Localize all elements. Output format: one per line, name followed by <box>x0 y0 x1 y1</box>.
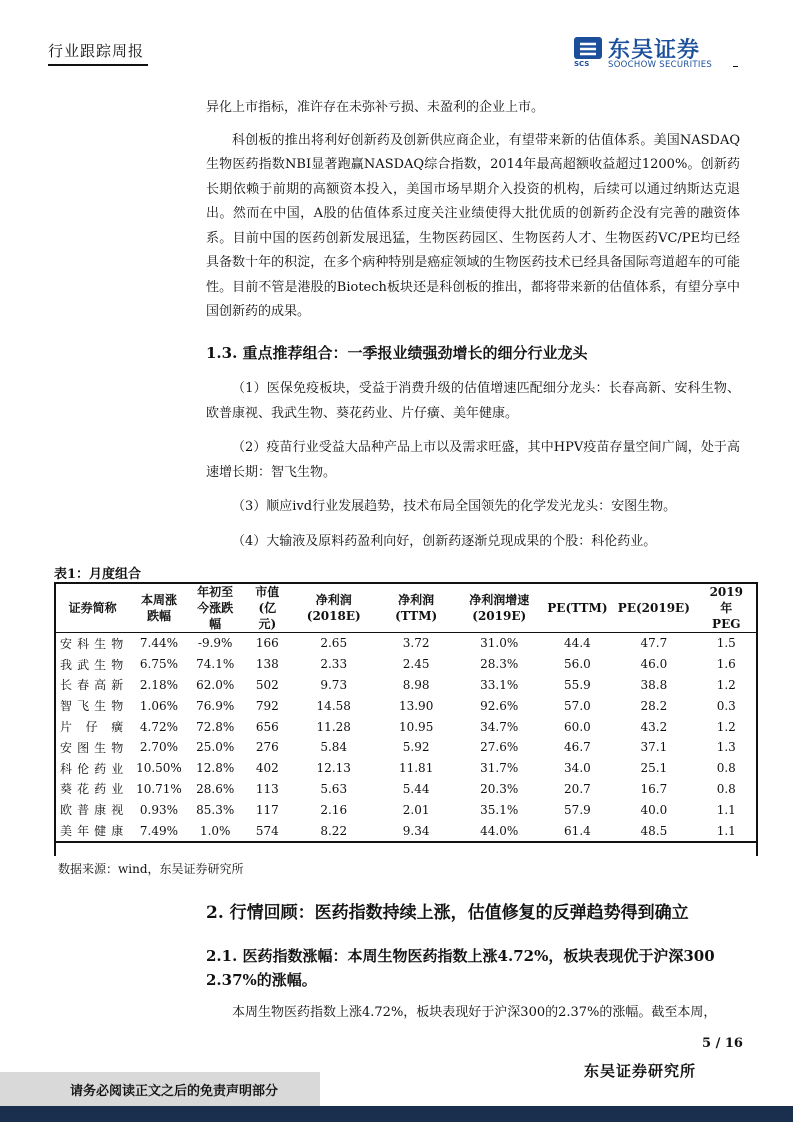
section-1-3-title: 1.3. 重点推荐组合：一季报业绩强劲增长的细分行业龙头 <box>206 344 588 362</box>
table-cell: 4.72% <box>139 719 179 734</box>
table-cell: 47.7 <box>640 636 668 651</box>
table-cell: 25.1 <box>640 761 668 776</box>
cell-stock-name: 智飞生物 <box>60 699 124 714</box>
table-cell: 117 <box>255 802 279 817</box>
footer-bar <box>0 1106 793 1122</box>
recommendation-item-2: （2）疫苗行业受益大品种产品上市以及需求旺盛，其中HPV疫苗存量空间广阔，处于高速增长期：智飞生物。 <box>206 440 740 480</box>
header-pe-ttm: PE(TTM) <box>543 584 613 633</box>
table-cell: 0.3 <box>716 698 736 713</box>
table-cell: 5.84 <box>320 740 348 755</box>
table-row <box>54 716 757 737</box>
intro-paragraph-1: 异化上市指标，准许存在未弥补亏损、未盈利的企业上市。 <box>206 100 545 115</box>
logo-chinese-name: 东吴证券 <box>608 38 701 63</box>
table-cell: 20.3% <box>480 781 519 796</box>
section-2-1-title: 2.1. 医药指数涨幅：本周生物医药指数上涨4.72%，板块表现优于沪深300 2.37%的涨幅。 <box>206 947 715 989</box>
table-cell: 1.06% <box>139 698 179 713</box>
table-cell: 5.44 <box>402 781 430 796</box>
recommendation-item-3: （3）顺应ivd行业发展趋势，技术布局全国领先的化学发光龙头：安图生物。 <box>232 499 677 514</box>
table-cell: 31.0% <box>480 636 519 651</box>
table-row <box>54 820 757 842</box>
table-cell: 5.92 <box>402 740 430 755</box>
cell-stock-name: 科伦药业 <box>60 761 124 776</box>
cell-stock-name: 欧普康视 <box>60 803 124 818</box>
table-cell: 2.16 <box>320 802 348 817</box>
table-cell: 11.28 <box>316 719 351 734</box>
table-source: 数据来源：wind，东吴证券研究所 <box>58 862 244 876</box>
table-cell: 2.45 <box>402 657 430 672</box>
table-cell: 55.9 <box>564 677 591 692</box>
table-cell: 1.5 <box>716 636 736 651</box>
header-ytd-change: 年初至今涨跌幅 <box>187 584 244 633</box>
table-cell: 2.33 <box>320 657 348 672</box>
table-cell: 113 <box>255 781 279 796</box>
table-cell: 25.0% <box>196 740 235 755</box>
header-dash <box>733 66 738 67</box>
table-cell: 9.73 <box>320 677 348 692</box>
page-number: 5 / 16 <box>702 1036 743 1051</box>
table-cell: 28.2 <box>640 698 668 713</box>
intro-block <box>206 96 740 325</box>
table-cell: 44.0% <box>456 820 543 842</box>
table-cell: 6.75% <box>139 657 179 672</box>
table-cell: 7.49% <box>131 820 186 842</box>
table-cell: 14.58 <box>316 698 351 713</box>
table-header-row <box>54 584 757 633</box>
table-cell: 166 <box>255 636 279 651</box>
table-cell: 12.8% <box>196 761 235 776</box>
table-row <box>54 737 757 758</box>
table-cell: 0.93% <box>139 802 179 817</box>
table-cell: 502 <box>255 677 279 692</box>
table-cell: 31.7% <box>480 761 519 776</box>
table-cell: 402 <box>255 761 279 776</box>
table-cell: 61.4 <box>543 820 613 842</box>
table-cell: 8.22 <box>291 820 377 842</box>
table-cell: 1.1 <box>696 820 757 842</box>
table-row <box>54 633 757 654</box>
table-cell: 1.2 <box>716 719 736 734</box>
header-weekly-change: 本周涨跌幅 <box>131 584 186 633</box>
table-cell: -9.9% <box>197 636 233 651</box>
disclaimer-text: 请务必阅读正文之后的免责声明部分 <box>70 1084 279 1099</box>
header-name: 证券简称 <box>54 584 131 633</box>
table-cell: 37.1 <box>640 740 668 755</box>
table-cell: 57.9 <box>564 802 591 817</box>
table-cell: 0.8 <box>716 761 736 776</box>
table-cell: 1.0% <box>187 820 244 842</box>
table-cell: 92.6% <box>480 698 519 713</box>
table-cell: 60.0 <box>564 719 591 734</box>
table-cell: 8.98 <box>402 677 430 692</box>
table-cell: 34.0 <box>564 761 591 776</box>
cell-stock-name: 安科生物 <box>60 636 124 651</box>
table-row <box>54 695 757 716</box>
cell-stock-name: 美年健康 <box>54 820 131 842</box>
table-cell: 27.6% <box>480 740 519 755</box>
table-cell: 0.8 <box>716 781 736 796</box>
table-cell: 28.3% <box>480 657 519 672</box>
table-cell: 72.8% <box>196 719 235 734</box>
table-row <box>54 675 757 696</box>
table-cell: 28.6% <box>196 781 235 796</box>
table-cell: 7.44% <box>139 636 179 651</box>
table-cell: 276 <box>255 740 279 755</box>
table-cell: 1.3 <box>716 740 736 755</box>
table-cell: 74.1% <box>196 657 235 672</box>
table-cell: 43.2 <box>640 719 668 734</box>
table-cell: 3.72 <box>402 636 430 651</box>
table-cell: 62.0% <box>196 677 235 692</box>
recommendation-list <box>206 377 740 554</box>
table-cell: 57.0 <box>564 698 591 713</box>
table-cell: 9.34 <box>377 820 456 842</box>
portfolio-table <box>54 584 757 843</box>
table-cell: 1.1 <box>716 802 736 817</box>
table-cell: 792 <box>255 698 279 713</box>
table-cell: 1.2 <box>716 677 736 692</box>
cell-stock-name: 我武生物 <box>60 657 124 672</box>
table-cell: 138 <box>255 657 279 672</box>
footer-organization: 东吴证券研究所 <box>584 1062 697 1080</box>
table-cell: 12.13 <box>316 761 351 776</box>
header-net-profit-2018e: 净利润(2018E) <box>291 584 377 633</box>
cell-stock-name: 葵花药业 <box>60 782 124 797</box>
table-cell: 40.0 <box>640 802 668 817</box>
table-cell: 56.0 <box>564 657 591 672</box>
recommendation-item-1: （1）医保免疫板块，受益于消费升级的估值增速匹配细分龙头：长春高新、安科生物、欧普康视、我武生物、葵花药业、片仔癀、美年健康。 <box>206 381 740 421</box>
header-underline <box>48 64 148 66</box>
table-cell: 85.3% <box>196 802 235 817</box>
table-cell: 2.18% <box>139 677 179 692</box>
section-2-title: 2. 行情回顾：医药指数持续上涨，估值修复的反弹趋势得到确立 <box>206 903 689 923</box>
header-market-cap: 市值(亿元) <box>244 584 291 633</box>
cell-stock-name: 安图生物 <box>60 740 124 755</box>
company-logo <box>572 33 732 73</box>
table-cell: 10.95 <box>398 719 434 734</box>
table-cell: 76.9% <box>196 698 235 713</box>
header-net-profit-ttm: 净利润(TTM) <box>377 584 456 633</box>
table-cell: 33.1% <box>480 677 519 692</box>
table-cell: 46.0 <box>640 657 668 672</box>
table-cell: 1.6 <box>716 657 736 672</box>
table-cell: 46.7 <box>564 740 591 755</box>
table-cell: 2.70% <box>139 740 179 755</box>
section-2-1-text: 本周生物医药指数上涨4.72%，板块表现好于沪深300的2.37%的涨幅。截至本周， <box>232 1005 717 1020</box>
table-row <box>54 654 757 675</box>
logo-english-name: SOOCHOW SECURITIES <box>608 60 713 70</box>
table-cell: 38.8 <box>640 677 668 692</box>
table-row <box>54 799 757 820</box>
table-cell: 10.71% <box>136 781 182 796</box>
table-row <box>54 758 757 779</box>
header-pe-2019e: PE(2019E) <box>612 584 695 633</box>
table-title: 表1：月度组合 <box>54 567 142 582</box>
table-cell: 656 <box>255 719 279 734</box>
logo-abbr: SCS <box>574 60 590 68</box>
intro-paragraph-2: 科创板的推出将利好创新药及创新供应商企业，有望带来新的估值体系。美国NASDAQ生物医药指数NBI显著跑赢NASDAQ综合指数，2014年最高超额收益超过1200%。创新药长期依赖于前期的高额资本投入，美国市场早期介入投资的机构，后续可以通过纳斯达克退出。然而在中国，A股的估值体系过度关注业绩使得大批优质的创新药企没有完善的融资体系。目前中国的医药创新发展迅猛，生物医药园区、生物医药人才、生物医药VC/PE均已经具备数十年的积淀，在多个病种特别是癌症领域的生物医药技术已经具备国际弯道超车的可能性。目前不管是港股的Biotech板块还是科创板的推出，都将带来新的估值体系，有望分享中国创新药的成果。 <box>206 132 740 319</box>
recommendation-item-4: （4）大输液及原料药盈利向好，创新药逐渐兑现成果的个股：科伦药业。 <box>232 533 657 549</box>
table-cell: 34.7% <box>480 719 519 734</box>
table-cell: 35.1% <box>480 802 519 817</box>
table-cell: 2.65 <box>320 636 348 651</box>
report-type-title: 行业跟踪周报 <box>48 42 145 60</box>
table-cell: 16.7 <box>640 781 668 796</box>
cell-stock-name: 长春高新 <box>60 678 124 693</box>
table-cell: 44.4 <box>564 636 591 651</box>
table-cell: 20.7 <box>564 781 591 796</box>
header-net-profit-growth: 净利润增速(2019E) <box>456 584 543 633</box>
table-cell: 13.90 <box>398 698 434 713</box>
table-cell: 574 <box>244 820 291 842</box>
header-peg: 2019年PEG <box>696 584 757 633</box>
table-cell: 10.50% <box>136 761 182 776</box>
table-cell: 5.63 <box>320 781 348 796</box>
table-cell: 48.5 <box>612 820 695 842</box>
table-row <box>54 779 757 800</box>
cell-stock-name: 片仔癀 <box>60 720 124 735</box>
table-cell: 2.01 <box>402 802 430 817</box>
table-cell: 11.81 <box>398 761 434 776</box>
